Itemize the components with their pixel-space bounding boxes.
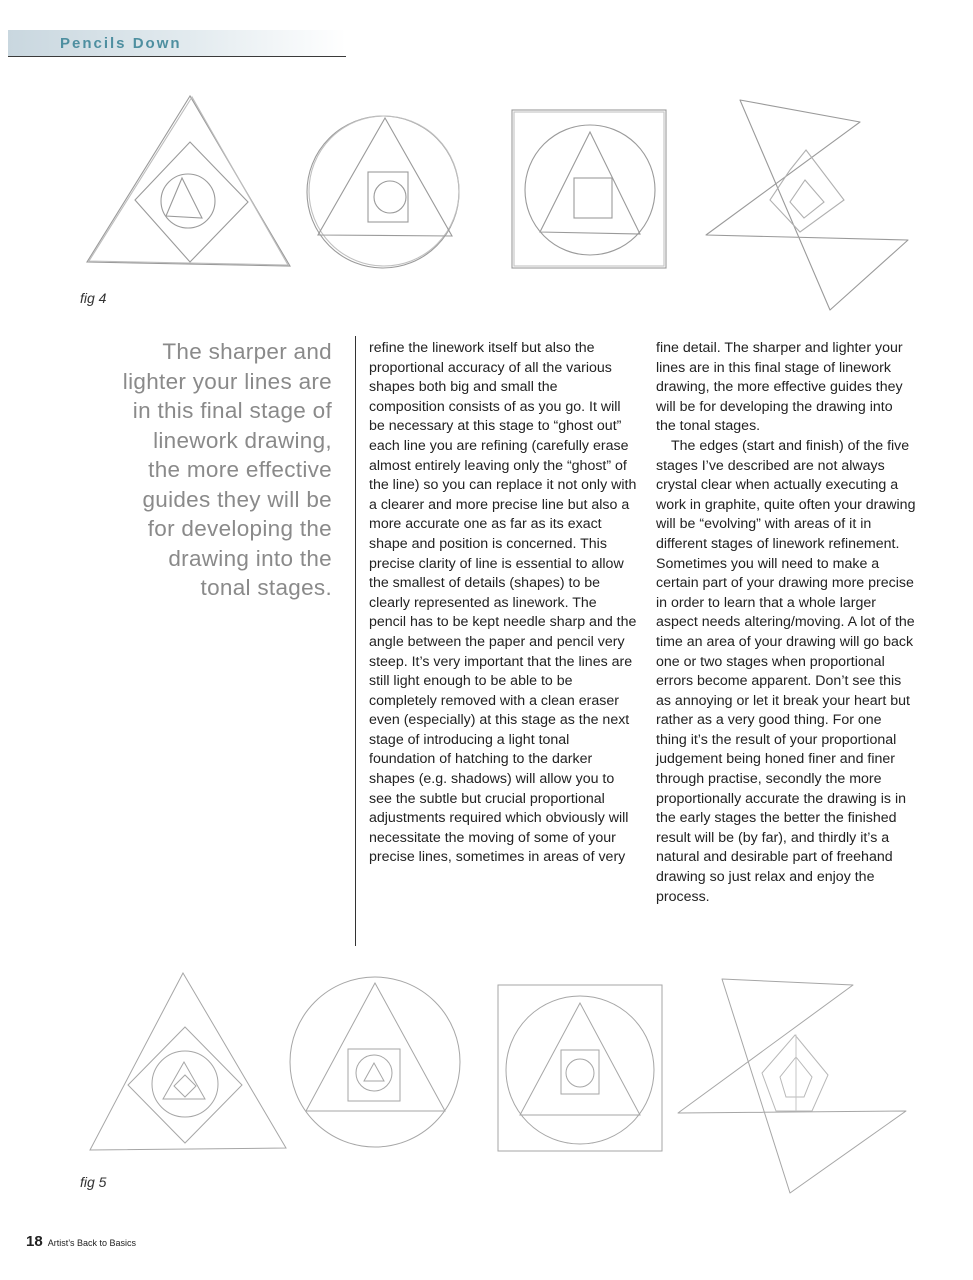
fig4-caption: fig 4 — [80, 290, 107, 306]
sketch-square-circle — [498, 985, 662, 1151]
column-divider — [355, 336, 356, 946]
body-column-2 — [656, 339, 916, 907]
book-title: Artist’s Back to Basics — [47, 1238, 137, 1248]
fig5-caption: fig 5 — [80, 1174, 107, 1190]
body-paragraph: fine detail. The sharper and lighter your lines are in this final stage of linework drawing, the more effective guides they will be for developing the drawing into the tonal stages. — [656, 340, 903, 435]
body-column-1 — [369, 339, 637, 868]
section-header — [8, 30, 346, 57]
sketch-triangle-diamond — [90, 973, 286, 1150]
sketch-circle-triangle — [290, 977, 460, 1147]
page-footer — [26, 1233, 136, 1250]
body-paragraph: refine the linework itself but also the proportional accuracy of all the various shapes both big and small the composition consists of as you go. It will be necessary at this stage to “ghost out” each line you are refining (carefully erase almost entirely leaving only the “ghost” of the line) so you can replace it not only with a clearer and more precise line but also a more accurate one as far as its exact shape and position is concerned. This precise clarity of line is essential to allow the smallest of details (shapes) to be clearly represented as linework. The pencil has to be kept needle sharp and the angle between the paper and pencil very steep. It’s very important that the lines are still light enough to be able to be completely removed with a clean eraser even (especially) at this stage as the next stage of introducing a light tonal foundation of hatching to the darker shapes (e.g. shadows) will allow you to see the subtle but crucial proportional adjustments required which obviously will necessitate the moving of some of your precise lines, sometimes in areas of very — [369, 340, 637, 866]
sketch-triangle-diamond — [87, 96, 290, 266]
figure-5 — [0, 965, 973, 1197]
sketch-pentagram — [706, 100, 908, 310]
section-title: Pencils Down — [60, 35, 182, 52]
pull-quote: The sharper and lighter your lines are in this final stage of linework drawing, the more effective guides they will be for developing the drawing into the tonal stages. — [122, 339, 332, 600]
sketch-pentagram — [678, 979, 906, 1193]
body-paragraph: The edges (start and finish) of the five stages I’ve described are not always crystal clear when actually executing a work in graphite, quite often your drawing will be “evolving” with areas of it in different stages of linework refinement. Sometimes you will need to make a certain part of your drawing more precise in order to learn that a whole larger aspect needs altering/moving. A lot of the time an area of your drawing will go back one or two stages when proportional errors become apparent. Don’t see this as annoying or let it break your heart but rather as a very good thing. For one thing it’s the result of your proportional judgement being honed finer and finer through practise, secondly the more proportionally accurate the drawing is in the early stages the better the finished result will be (by far), and thirdly it’s a natural and desirable part of freehand drawing so just relax and enjoy the process. — [656, 437, 916, 905]
page-number: 18 — [26, 1233, 43, 1250]
sketch-square-circle — [512, 110, 666, 268]
sketch-circle-triangle — [307, 116, 459, 268]
figure-4 — [0, 90, 973, 312]
